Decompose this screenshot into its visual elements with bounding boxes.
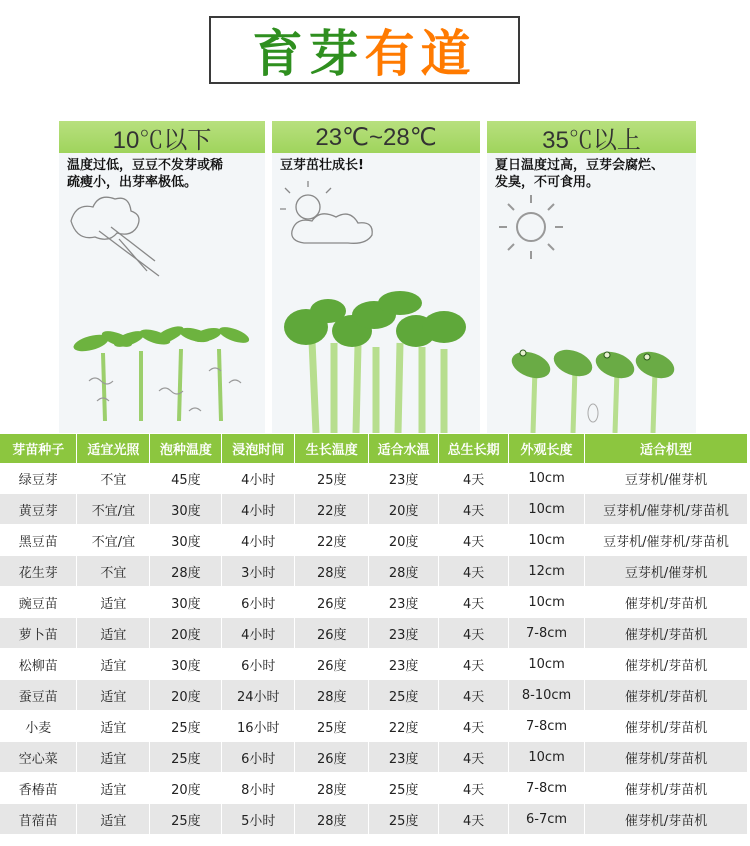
table-cell: 25度	[150, 804, 222, 835]
table-cell: 25度	[369, 680, 439, 711]
table-cell: 23度	[369, 742, 439, 773]
table-cell: 25度	[150, 742, 222, 773]
table-cell: 香椿苗	[0, 773, 77, 804]
table-cell: 10cm	[509, 649, 585, 680]
panel-ideal-description	[272, 153, 480, 174]
table-cell: 6小时	[222, 742, 295, 773]
table-cell: 28度	[150, 556, 222, 587]
table-cell: 23度	[369, 587, 439, 618]
panel-cold-heading: 10℃以下	[59, 121, 265, 153]
table-cell: 催芽机/芽苗机	[585, 742, 748, 773]
table-cell: 适宜	[77, 742, 150, 773]
column-header: 芽苗种子	[0, 434, 77, 463]
table-cell: 7-8cm	[509, 618, 585, 649]
table-cell: 4天	[439, 773, 509, 804]
table-cell: 20度	[150, 618, 222, 649]
title-part-green: 育芽	[252, 25, 365, 83]
table-cell: 豆芽机/催芽机	[585, 463, 748, 494]
page-title	[209, 16, 520, 84]
table-cell: 10cm	[509, 587, 585, 618]
table-cell: 10cm	[509, 494, 585, 525]
table-cell: 20度	[150, 680, 222, 711]
table-cell: 6小时	[222, 649, 295, 680]
table-cell: 30度	[150, 587, 222, 618]
table-cell: 45度	[150, 463, 222, 494]
panel-hot-line-2: 发臭，不可食用。	[495, 175, 600, 190]
column-header: 生长温度	[295, 434, 369, 463]
table-cell: 催芽机/芽苗机	[585, 711, 748, 742]
table-cell: 28度	[295, 804, 369, 835]
sun-icon	[499, 195, 563, 259]
table-cell: 25度	[150, 711, 222, 742]
table-cell: 适宜	[77, 649, 150, 680]
table-cell: 22度	[295, 494, 369, 525]
table-cell: 8小时	[222, 773, 295, 804]
table-cell: 28度	[369, 556, 439, 587]
table-cell: 7-8cm	[509, 773, 585, 804]
table-cell: 7-8cm	[509, 711, 585, 742]
panel-cold	[59, 121, 265, 433]
table-cell: 30度	[150, 494, 222, 525]
table-cell: 25度	[369, 804, 439, 835]
table-cell: 4小时	[222, 494, 295, 525]
sprout-table	[0, 434, 748, 835]
table-cell: 20度	[369, 494, 439, 525]
table-cell: 不宜/宜	[77, 494, 150, 525]
table-cell: 4天	[439, 463, 509, 494]
table-cell: 黑豆苗	[0, 525, 77, 556]
table-cell: 4天	[439, 711, 509, 742]
table-cell: 不宜	[77, 556, 150, 587]
table-row	[0, 556, 748, 587]
table-cell: 30度	[150, 649, 222, 680]
table-cell: 催芽机/芽苗机	[585, 804, 748, 835]
panel-hot-line-1: 夏日温度过高，豆芽会腐烂、	[495, 158, 665, 173]
table-cell: 4小时	[222, 525, 295, 556]
table-cell: 催芽机/芽苗机	[585, 649, 748, 680]
table-cell: 豆芽机/催芽机	[585, 556, 748, 587]
table-cell: 28度	[295, 773, 369, 804]
table-cell: 4小时	[222, 463, 295, 494]
panel-hot-heading: 35℃以上	[487, 121, 696, 153]
table-cell: 4天	[439, 556, 509, 587]
panel-ideal	[272, 121, 480, 433]
table-cell: 10cm	[509, 463, 585, 494]
table-cell: 10cm	[509, 525, 585, 556]
table-row	[0, 773, 748, 804]
table-cell: 25度	[295, 463, 369, 494]
table-row	[0, 804, 748, 835]
table-cell: 适宜	[77, 587, 150, 618]
table-row	[0, 618, 748, 649]
table-row	[0, 742, 748, 773]
table-cell: 28度	[295, 556, 369, 587]
table-row	[0, 587, 748, 618]
large-sprouts-icon	[284, 291, 466, 433]
table-cell: 25度	[295, 711, 369, 742]
table-cell: 3小时	[222, 556, 295, 587]
table-cell: 4天	[439, 742, 509, 773]
panel-hot-description	[487, 153, 696, 191]
table-cell: 22度	[295, 525, 369, 556]
table-row	[0, 494, 748, 525]
table-cell: 催芽机/芽苗机	[585, 587, 748, 618]
table-cell: 适宜	[77, 773, 150, 804]
table-cell: 25度	[369, 773, 439, 804]
table-cell: 小麦	[0, 711, 77, 742]
table-cell: 萝卜苗	[0, 618, 77, 649]
table-cell: 不宜	[77, 463, 150, 494]
table-cell: 22度	[369, 711, 439, 742]
table-row	[0, 711, 748, 742]
table-cell: 豌豆苗	[0, 587, 77, 618]
sun-cloud-icon	[280, 181, 372, 243]
column-header: 外观长度	[509, 434, 585, 463]
table-cell: 黄豆芽	[0, 494, 77, 525]
table-cell: 12cm	[509, 556, 585, 587]
table-cell: 4天	[439, 618, 509, 649]
table-cell: 适宜	[77, 618, 150, 649]
table-cell: 26度	[295, 587, 369, 618]
table-cell: 4小时	[222, 618, 295, 649]
table-cell: 4天	[439, 525, 509, 556]
table-cell: 催芽机/芽苗机	[585, 680, 748, 711]
column-header: 适合机型	[585, 434, 748, 463]
table-cell: 23度	[369, 649, 439, 680]
table-cell: 催芽机/芽苗机	[585, 773, 748, 804]
table-cell: 4天	[439, 804, 509, 835]
table-cell: 10cm	[509, 742, 585, 773]
table-cell: 23度	[369, 618, 439, 649]
table-cell: 适宜	[77, 804, 150, 835]
table-cell: 24小时	[222, 680, 295, 711]
panel-cold-line-2: 疏瘦小，出芽率极低。	[67, 175, 198, 190]
table-header-row	[0, 434, 748, 463]
table-cell: 4天	[439, 649, 509, 680]
panel-hot	[487, 121, 696, 433]
table-cell: 6小时	[222, 587, 295, 618]
table-cell: 豆芽机/催芽机/芽苗机	[585, 494, 748, 525]
table-cell: 26度	[295, 649, 369, 680]
table-cell: 26度	[295, 618, 369, 649]
table-cell: 5小时	[222, 804, 295, 835]
table-cell: 30度	[150, 525, 222, 556]
table-cell: 豆芽机/催芽机/芽苗机	[585, 525, 748, 556]
table-cell: 26度	[295, 742, 369, 773]
table-row	[0, 649, 748, 680]
title-part-orange: 有道	[364, 25, 477, 83]
panel-ideal-heading: 23℃~28℃	[272, 121, 480, 153]
table-cell: 20度	[369, 525, 439, 556]
table-cell: 不宜/宜	[77, 525, 150, 556]
small-sprouts-icon	[72, 323, 251, 421]
table-cell: 松柳苗	[0, 649, 77, 680]
panel-ideal-line-1: 豆芽茁壮成长!	[280, 158, 364, 173]
table-cell: 23度	[369, 463, 439, 494]
table-cell: 适宜	[77, 680, 150, 711]
table-cell: 绿豆芽	[0, 463, 77, 494]
table-cell: 28度	[295, 680, 369, 711]
table-row	[0, 680, 748, 711]
table-cell: 催芽机/芽苗机	[585, 618, 748, 649]
table-cell: 16小时	[222, 711, 295, 742]
panel-cold-description	[59, 153, 265, 191]
table-cell: 蚕豆苗	[0, 680, 77, 711]
table-row	[0, 463, 748, 494]
panel-cold-line-1: 温度过低，豆豆不发芽或稀	[67, 158, 224, 173]
table-cell: 8-10cm	[509, 680, 585, 711]
table-cell: 6-7cm	[509, 804, 585, 835]
table-row	[0, 525, 748, 556]
table-cell: 空心菜	[0, 742, 77, 773]
table-cell: 苜蓿苗	[0, 804, 77, 835]
table-cell: 4天	[439, 494, 509, 525]
table-cell: 花生芽	[0, 556, 77, 587]
wind-icon	[71, 197, 159, 276]
column-header: 适合水温	[369, 434, 439, 463]
table-cell: 4天	[439, 587, 509, 618]
column-header: 浸泡时间	[222, 434, 295, 463]
column-header: 适宜光照	[77, 434, 150, 463]
table-cell: 20度	[150, 773, 222, 804]
table-cell: 4天	[439, 680, 509, 711]
rotten-sprouts-icon	[508, 345, 678, 433]
column-header: 泡种温度	[150, 434, 222, 463]
table-cell: 适宜	[77, 711, 150, 742]
column-header: 总生长期	[439, 434, 509, 463]
